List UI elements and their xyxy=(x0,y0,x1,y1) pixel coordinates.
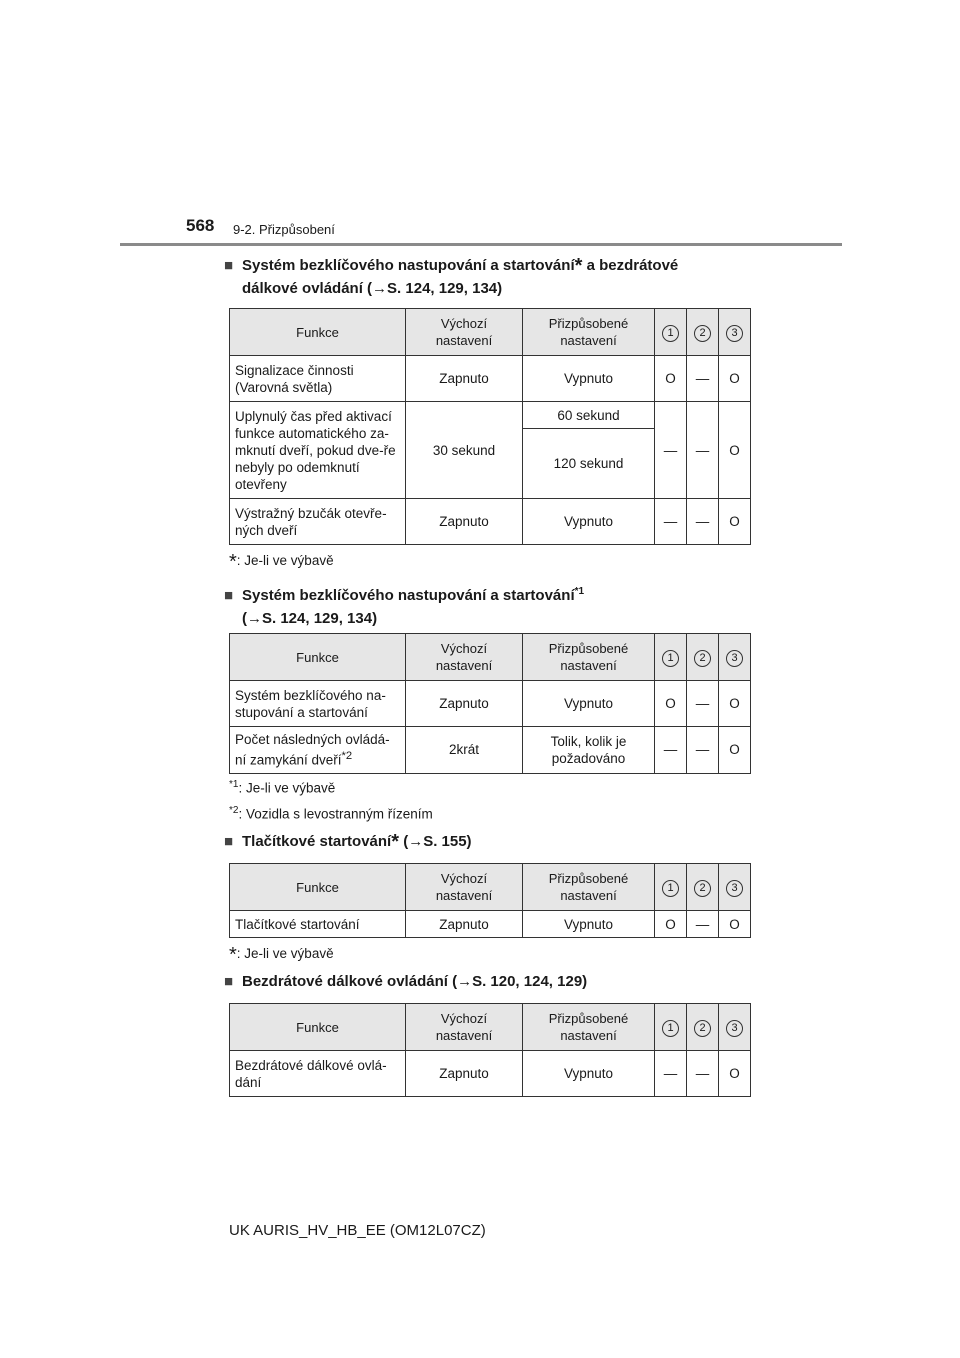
col-1 xyxy=(655,864,687,911)
col-3 xyxy=(719,634,751,681)
col-custom: Přizpůsobené nastavení xyxy=(523,864,655,911)
default-cell: Zapnuto xyxy=(406,1051,523,1097)
function-cell: Tlačítkové startování xyxy=(230,911,406,938)
table-header-row xyxy=(230,309,751,356)
mark-cell-1: O xyxy=(655,681,687,727)
circled-number-3: 3 xyxy=(726,325,743,342)
default-cell: Zapnuto xyxy=(406,681,523,727)
col-1 xyxy=(655,309,687,356)
circled-number-2: 2 xyxy=(694,650,711,667)
mark-cell-1: O xyxy=(655,356,687,402)
col-default: Výchozí nastavení xyxy=(406,309,523,356)
col-custom: Přizpůsobené nastavení xyxy=(523,634,655,681)
circled-number-1: 1 xyxy=(662,650,679,667)
table-row xyxy=(230,356,751,402)
default-cell: 2krát xyxy=(406,727,523,774)
col-default: Výchozí nastavení xyxy=(406,634,523,681)
mark-cell-2: — xyxy=(687,1051,719,1097)
col-function: Funkce xyxy=(230,864,406,911)
function-cell: Systém bezklíčového na-stupování a startování xyxy=(230,681,406,727)
custom-cell: 120 sekund xyxy=(523,429,655,499)
circled-number-3: 3 xyxy=(726,1020,743,1037)
table-push-start xyxy=(229,863,751,938)
mark-cell-2: — xyxy=(687,727,719,774)
default-cell: Zapnuto xyxy=(406,911,523,938)
square-bullet-icon: ■ xyxy=(224,257,234,274)
col-default: Výchozí nastavení xyxy=(406,1004,523,1051)
function-cell: Bezdrátové dálkové ovlá-dání xyxy=(230,1051,406,1097)
mark-cell-1: O xyxy=(655,911,687,938)
col-custom: Přizpůsobené nastavení xyxy=(523,309,655,356)
custom-cell: Vypnuto xyxy=(523,911,655,938)
col-function: Funkce xyxy=(230,634,406,681)
mark-cell-3: O xyxy=(719,911,751,938)
circled-number-1: 1 xyxy=(662,1020,679,1037)
mark-cell-1: — xyxy=(655,1051,687,1097)
function-cell: Signalizace činnosti (Varovná světla) xyxy=(230,356,406,402)
default-cell: Zapnuto xyxy=(406,356,523,402)
col-2 xyxy=(687,864,719,911)
footnote: *: Je-li ve výbavě xyxy=(229,551,334,573)
mark-cell-3: O xyxy=(719,681,751,727)
custom-cell: 60 sekund xyxy=(523,402,655,429)
running-head: 9-2. Přizpůsobení xyxy=(233,222,335,237)
table-keyless xyxy=(229,633,751,774)
table-row xyxy=(230,727,751,774)
table-row xyxy=(230,911,751,938)
mark-cell-3: O xyxy=(719,402,751,499)
col-1 xyxy=(655,1004,687,1051)
square-bullet-icon: ■ xyxy=(224,587,234,604)
circled-number-3: 3 xyxy=(726,880,743,897)
circled-number-2: 2 xyxy=(694,1020,711,1037)
mark-cell-2: — xyxy=(687,356,719,402)
col-3 xyxy=(719,864,751,911)
function-cell: Výstražný bzučák otevře-ných dveří xyxy=(230,499,406,545)
footer-document-code: UK AURIS_HV_HB_EE (OM12L07CZ) xyxy=(229,1222,486,1239)
default-cell: Zapnuto xyxy=(406,499,523,545)
circled-number-3: 3 xyxy=(726,650,743,667)
table-row xyxy=(230,681,751,727)
col-default: Výchozí nastavení xyxy=(406,864,523,911)
table-row xyxy=(230,1051,751,1097)
col-1 xyxy=(655,634,687,681)
mark-cell-2: — xyxy=(687,911,719,938)
col-2 xyxy=(687,1004,719,1051)
col-function: Funkce xyxy=(230,309,406,356)
table-keyless-and-remote xyxy=(229,308,751,545)
mark-cell-1: — xyxy=(655,499,687,545)
col-2 xyxy=(687,309,719,356)
mark-cell-2: — xyxy=(687,499,719,545)
table-remote xyxy=(229,1003,751,1097)
table-row xyxy=(230,402,751,429)
function-cell: Počet následných ovládá-ní zamykání dveří$^{*2}$ xyxy=(230,727,406,774)
page-number: 568 xyxy=(186,216,215,235)
section-title-keyless: ■ Systém bezklíčového nastupování a startování$^{*1}$ (→S. 124, 129, 134) xyxy=(224,586,585,627)
circled-number-2: 2 xyxy=(694,880,711,897)
mark-cell-3: O xyxy=(719,727,751,774)
custom-cell: Vypnuto xyxy=(523,1051,655,1097)
custom-cell: Vypnuto xyxy=(523,499,655,545)
mark-cell-1: — xyxy=(655,727,687,774)
circled-number-1: 1 xyxy=(662,880,679,897)
mark-cell-1: — xyxy=(655,402,687,499)
section-title-remote: ■ Bezdrátové dálkové ovládání (→S. 120, 124, 129) xyxy=(224,970,750,993)
mark-cell-2: — xyxy=(687,681,719,727)
table-row xyxy=(230,499,751,545)
mark-cell-2: — xyxy=(687,402,719,499)
table-header-row xyxy=(230,1004,751,1051)
function-cell: Uplynulý čas před aktivací funkce automatického za-mknutí dveří, pokud dve-ře nebyly po odemknutí otevřeny xyxy=(230,402,406,499)
table-header-row xyxy=(230,634,751,681)
col-2 xyxy=(687,634,719,681)
footnote: $^{*2}$: Vozidla s levostranným řízením xyxy=(229,805,433,822)
custom-cell: Vypnuto xyxy=(523,356,655,402)
square-bullet-icon: ■ xyxy=(224,973,234,990)
footnote: $^{*1}$: Je-li ve výbavě xyxy=(229,779,336,796)
mark-cell-3: O xyxy=(719,356,751,402)
circled-number-2: 2 xyxy=(694,325,711,342)
footnote: *: Je-li ve výbavě xyxy=(229,944,334,966)
col-3 xyxy=(719,1004,751,1051)
col-function: Funkce xyxy=(230,1004,406,1051)
header-rule xyxy=(120,243,842,246)
default-cell: 30 sekund xyxy=(406,402,523,499)
mark-cell-3: O xyxy=(719,1051,751,1097)
mark-cell-3: O xyxy=(719,499,751,545)
custom-cell: Tolik, kolik je požadováno xyxy=(523,727,655,774)
circled-number-1: 1 xyxy=(662,325,679,342)
section-title-push-start: ■ Tlačítkové startování* (→S. 155) xyxy=(224,831,472,853)
square-bullet-icon: ■ xyxy=(224,833,234,850)
section-title-keyless-and-remote: ■ Systém bezklíčového nastupování a startování* a bezdrátové dálkové ovládání (→S. 124, 129, 134) xyxy=(224,255,679,297)
col-custom: Přizpůsobené nastavení xyxy=(523,1004,655,1051)
col-3 xyxy=(719,309,751,356)
table-header-row xyxy=(230,864,751,911)
custom-cell: Vypnuto xyxy=(523,681,655,727)
